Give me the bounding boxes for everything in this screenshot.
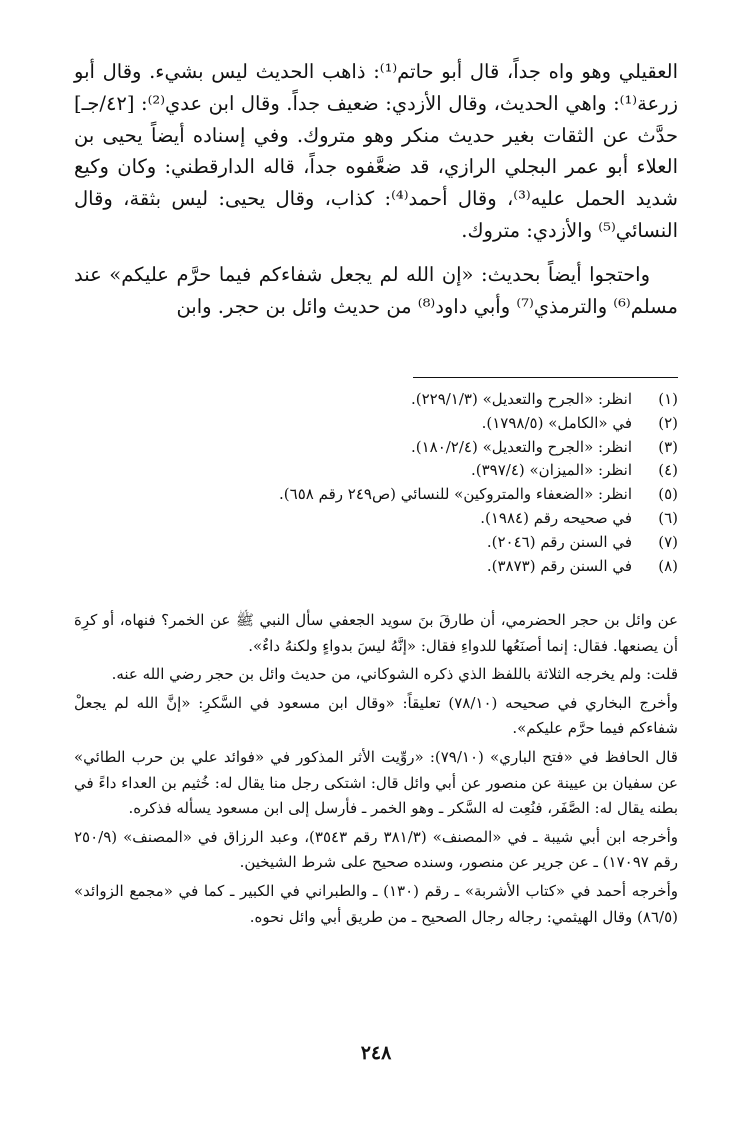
main-paragraph-2: واحتجوا أيضاً بحديث: «إن الله لم يجعل شفاءكم فيما حرَّم عليكم» عند مسلم⁽⁶⁾ والترمذي⁽⁷⁾ وأبي داود⁽⁸⁾ من حديث وائل بن حجر. وابن (74, 262, 678, 318)
footnote-number: (٧) (658, 532, 678, 551)
footnote-text: في السنن رقم (٢٠٤٦). (486, 532, 632, 551)
commentary-paragraph: وأخرج البخاري في صحيحه (٧٨/١٠) تعليقاً: «وقال ابن مسعود في السَّكرِ: «إنَّ الله لم يجعلْ شفاءكم فيما حرَّم عليكم». (74, 693, 678, 738)
footnote (74, 436, 678, 460)
footnote (74, 555, 678, 579)
footnote-number: (٦) (658, 508, 678, 527)
footnotes (74, 388, 678, 578)
footnote (74, 483, 678, 507)
commentary-paragraph: قلت: ولم يخرجه الثلاثة باللفظ الذي ذكره الشوكاني، من حديث وائل بن حجر رضي الله عنه. (111, 665, 678, 684)
footnote (74, 412, 678, 436)
footnote-number: (١) (658, 390, 678, 408)
main-paragraph-1: العقيلي وهو واه جداً، قال أبو حاتم⁽¹⁾: ذاهب الحديث ليس بشيء. وقال أبو زرعة⁽¹⁾: واهي الحديث، وقال الأزدي: ضعيف جداً. وقال ابن عدي⁽²⁾: [٤٢/جـ] حدَّث عن الثقات بغير حديث منكر وهو متروك. وفي إسناده أيضاً يحيى بن العلاء أبو عمر البجلي الرازي، قد ضعَّفوه جداً، قاله الدارقطني: وكان وكيع شديد الحمل عليه⁽³⁾، وقال أحمد⁽⁴⁾: كذاب، وقال يحيى: ليس بثقة، وقال النسائي⁽⁵⁾ والأزدي: متروك. (74, 60, 678, 242)
footnote-separator (413, 377, 678, 378)
footnote-text: في صحيحه رقم (١٩٨٤). (480, 508, 632, 527)
commentary-paragraph: وأخرجه ابن أبي شيبة ـ في «المصنف» (٣٨١/٣ رقم ٣٥٤٣)، وعبد الرزاق في «المصنف» (٢٥٠/٩ رقم ١٧٠٩٧) ـ عن جرير عن منصور، وسنده صحيح على شرط الشيخين. (74, 827, 679, 872)
commentary-paragraph: عن وائل بن حجر الحضرمي، أن طارقَ بنَ سويد الجعفي سأل النبي ﷺ عن الخمر؟ فنهاه، أو كرِهَ أن يصنعها. فقال: إنما أصنَعُها للدواءِ فقال: «إنَّهُ ليسَ بدواءٍ ولكنهُ داءٌ». (74, 611, 678, 655)
footnote (74, 507, 678, 531)
footnote-number: (٣) (658, 437, 678, 456)
page-number: ٢٤٨ (360, 1042, 392, 1064)
footnote-text: انظر: «الميزان» (٣٩٧/٤). (470, 461, 632, 480)
footnote-text: انظر: «الجرح والتعديل» (٢٢٩/١/٣). (410, 390, 632, 408)
footnote-number: (٥) (658, 485, 678, 504)
footnote-number: (٤) (658, 461, 678, 480)
main-text (74, 56, 678, 322)
footnote-text: في «الكامل» (١٧٩٨/٥). (481, 413, 632, 432)
footnote (74, 531, 678, 555)
footnote-text: انظر: «الضعفاء والمتروكين» للنسائي (ص٢٤٩ رقم ٦٥٨). (279, 485, 632, 504)
commentary-paragraph: قال الحافظ في «فتح الباري» (٧٩/١٠): «روِّيت الأثر المذكور في «فوائد علي بن حرب الطائي» عن سفيان بن عيينة عن منصور عن أبي وائل قال: اشتكى رجل منا يقال له: خُثيم بن العداء داءً في بطنه يقال له: الصَّفَر، فنُعِت له السَّكر ـ وهو الخمر ـ فأرسل إلى ابن مسعود يسأله فذكره. (74, 747, 678, 818)
footnote-number: (٨) (658, 556, 678, 575)
footnote (74, 459, 678, 483)
footnote-text: في السنن رقم (٣٨٧٣). (486, 556, 632, 575)
footnote-text: انظر: «الجرح والتعديل» (١٨٠/٢/٤). (410, 437, 632, 456)
footnote-8-commentary (74, 608, 678, 933)
commentary-paragraph: وأخرجه أحمد في «كتاب الأشربة» ـ رقم (١٣٠) ـ والطبراني في الكبير ـ كما في «مجمع الزوائد» (٨٦/٥) وقال الهيثمي: رجاله رجال الصحيح ـ من طريق أبي وائل نحوه. (74, 881, 678, 926)
footnote-number: (٢) (658, 413, 678, 432)
footnote (74, 388, 678, 412)
